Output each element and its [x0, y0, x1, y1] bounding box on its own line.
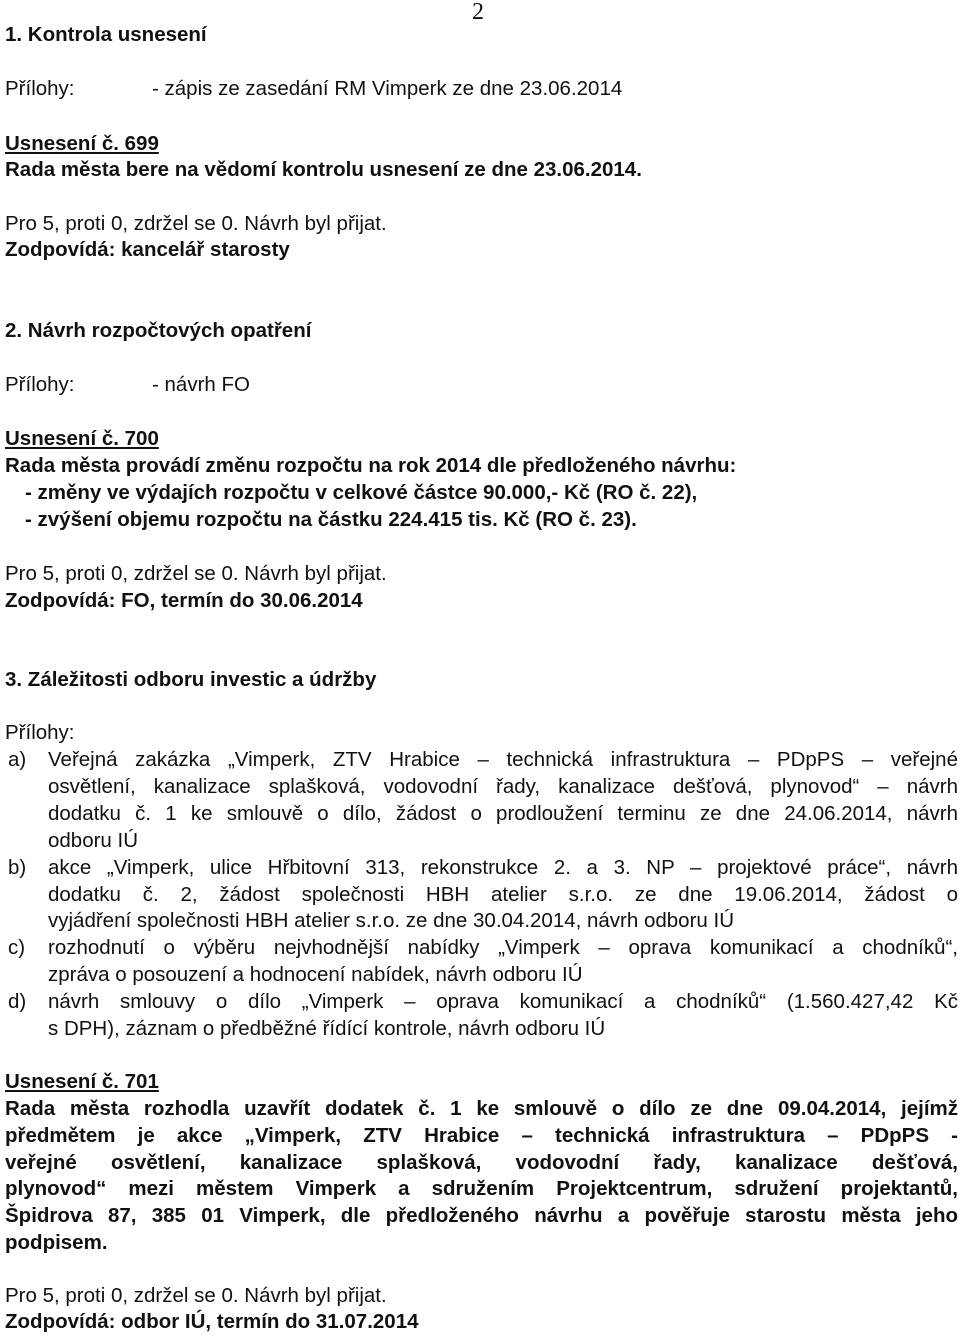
section-2-heading: 2. Návrh rozpočtových opatření [5, 319, 312, 342]
responsible: Zodpovídá: odbor IÚ, termín do 31.07.2014 [5, 1310, 419, 1333]
attachments-label: Přílohy: [5, 721, 75, 744]
attachment-line: vyjádření společnosti HBH atelier s.r.o. ze dne 30.04.2014, návrh odboru IÚ [48, 909, 735, 932]
resolution-700-label: Usnesení č. 700 [5, 427, 159, 450]
resolution-701-line: podpisem. [5, 1231, 108, 1254]
resolution-701-line: Špidrova 87, 385 01 Vimperk, dle předloženého návrhu a pověřuje starostu města jeho [5, 1204, 958, 1227]
attachment-item: - zápis ze zasedání RM Vimperk ze dne 23.06.2014 [152, 77, 623, 100]
resolution-700-item: - změny ve výdajích rozpočtu v celkové částce 90.000,- Kč (RO č. 22), [25, 481, 698, 504]
resolution-701-line: předmětem je akce „Vimperk, ZTV Hrabice – technická infrastruktura – PDpPS - [5, 1124, 958, 1147]
vote-result: Pro 5, proti 0, zdržel se 0. Návrh byl přijat. [5, 212, 387, 235]
resolution-699-text: Rada města bere na vědomí kontrolu usnesení ze dne 23.06.2014. [5, 158, 642, 181]
resolution-701-label: Usnesení č. 701 [5, 1070, 159, 1093]
attachment-line: zpráva o posouzení a hodnocení nabídek, návrh odboru IÚ [48, 963, 583, 986]
section-3-heading: 3. Záležitosti odboru investic a údržby [5, 668, 377, 691]
resolution-701-line: Rada města rozhodla uzavřít dodatek č. 1 ke smlouvě o dílo ze dne 09.04.2014, jejímž [5, 1097, 958, 1120]
attachment-line: akce „Vimperk, ulice Hřbitovní 313, rekonstrukce 2. a 3. NP – projektové práce“, návrh [48, 856, 958, 879]
resolution-700-text: Rada města provádí změnu rozpočtu na rok 2014 dle předloženého návrhu: [5, 454, 737, 477]
list-marker: d) [8, 990, 27, 1013]
resolution-700-item: - zvýšení objemu rozpočtu na částku 224.415 tis. Kč (RO č. 23). [25, 508, 637, 531]
vote-result: Pro 5, proti 0, zdržel se 0. Návrh byl přijat. [5, 562, 387, 585]
section-1-attachments [5, 75, 622, 102]
attachment-item: - návrh FO [152, 373, 250, 396]
attachments-label: Přílohy: [5, 373, 75, 396]
attachment-line: dodatku č. 1 ke smlouvě o dílo, žádost o prodloužení terminu ze dne 24.06.2014, návrh [48, 802, 958, 825]
page-number: 2 [472, 0, 484, 25]
resolution-699-label: Usnesení č. 699 [5, 132, 159, 155]
resolution-701-line: plynovod“ mezi městem Vimperk a sdružením Projektcentrum, sdružení projektantů, [5, 1177, 958, 1200]
attachment-line: Veřejná zakázka „Vimperk, ZTV Hrabice – technická infrastruktura – PDpPS – veřejné [48, 748, 958, 771]
responsible: Zodpovídá: FO, termín do 30.06.2014 [5, 589, 363, 612]
attachment-line: s DPH), záznam o předběžné řídící kontrole, návrh odboru IÚ [48, 1017, 606, 1040]
vote-result: Pro 5, proti 0, zdržel se 0. Návrh byl přijat. [5, 1284, 387, 1307]
attachment-line: rozhodnutí o výběru nejvhodnější nabídky „Vimperk – oprava komunikací a chodníků“, [48, 936, 958, 959]
attachments-label: Přílohy: [5, 77, 75, 100]
attachment-line: návrh smlouvy o dílo „Vimperk – oprava komunikací a chodníků“ (1.560.427,42 Kč [48, 990, 958, 1013]
attachment-line: dodatku č. 2, žádost společnosti HBH atelier s.r.o. ze dne 19.06.2014, žádost o [48, 883, 958, 906]
attachment-line: odboru IÚ [48, 829, 139, 852]
section-1-heading: 1. Kontrola usnesení [5, 23, 207, 46]
resolution-701-line: veřejné osvětlení, kanalizace splašková, vodovodní řady, kanalizace dešťová, [5, 1151, 958, 1174]
section-2-attachments [5, 371, 250, 398]
list-marker: a) [8, 748, 27, 771]
list-marker: c) [8, 936, 26, 959]
list-marker: b) [8, 856, 27, 879]
attachment-line: osvětlení, kanalizace splašková, vodovodní řady, kanalizace dešťová, plynovod“ – návrh [48, 775, 958, 798]
responsible: Zodpovídá: kancelář starosty [5, 238, 290, 261]
